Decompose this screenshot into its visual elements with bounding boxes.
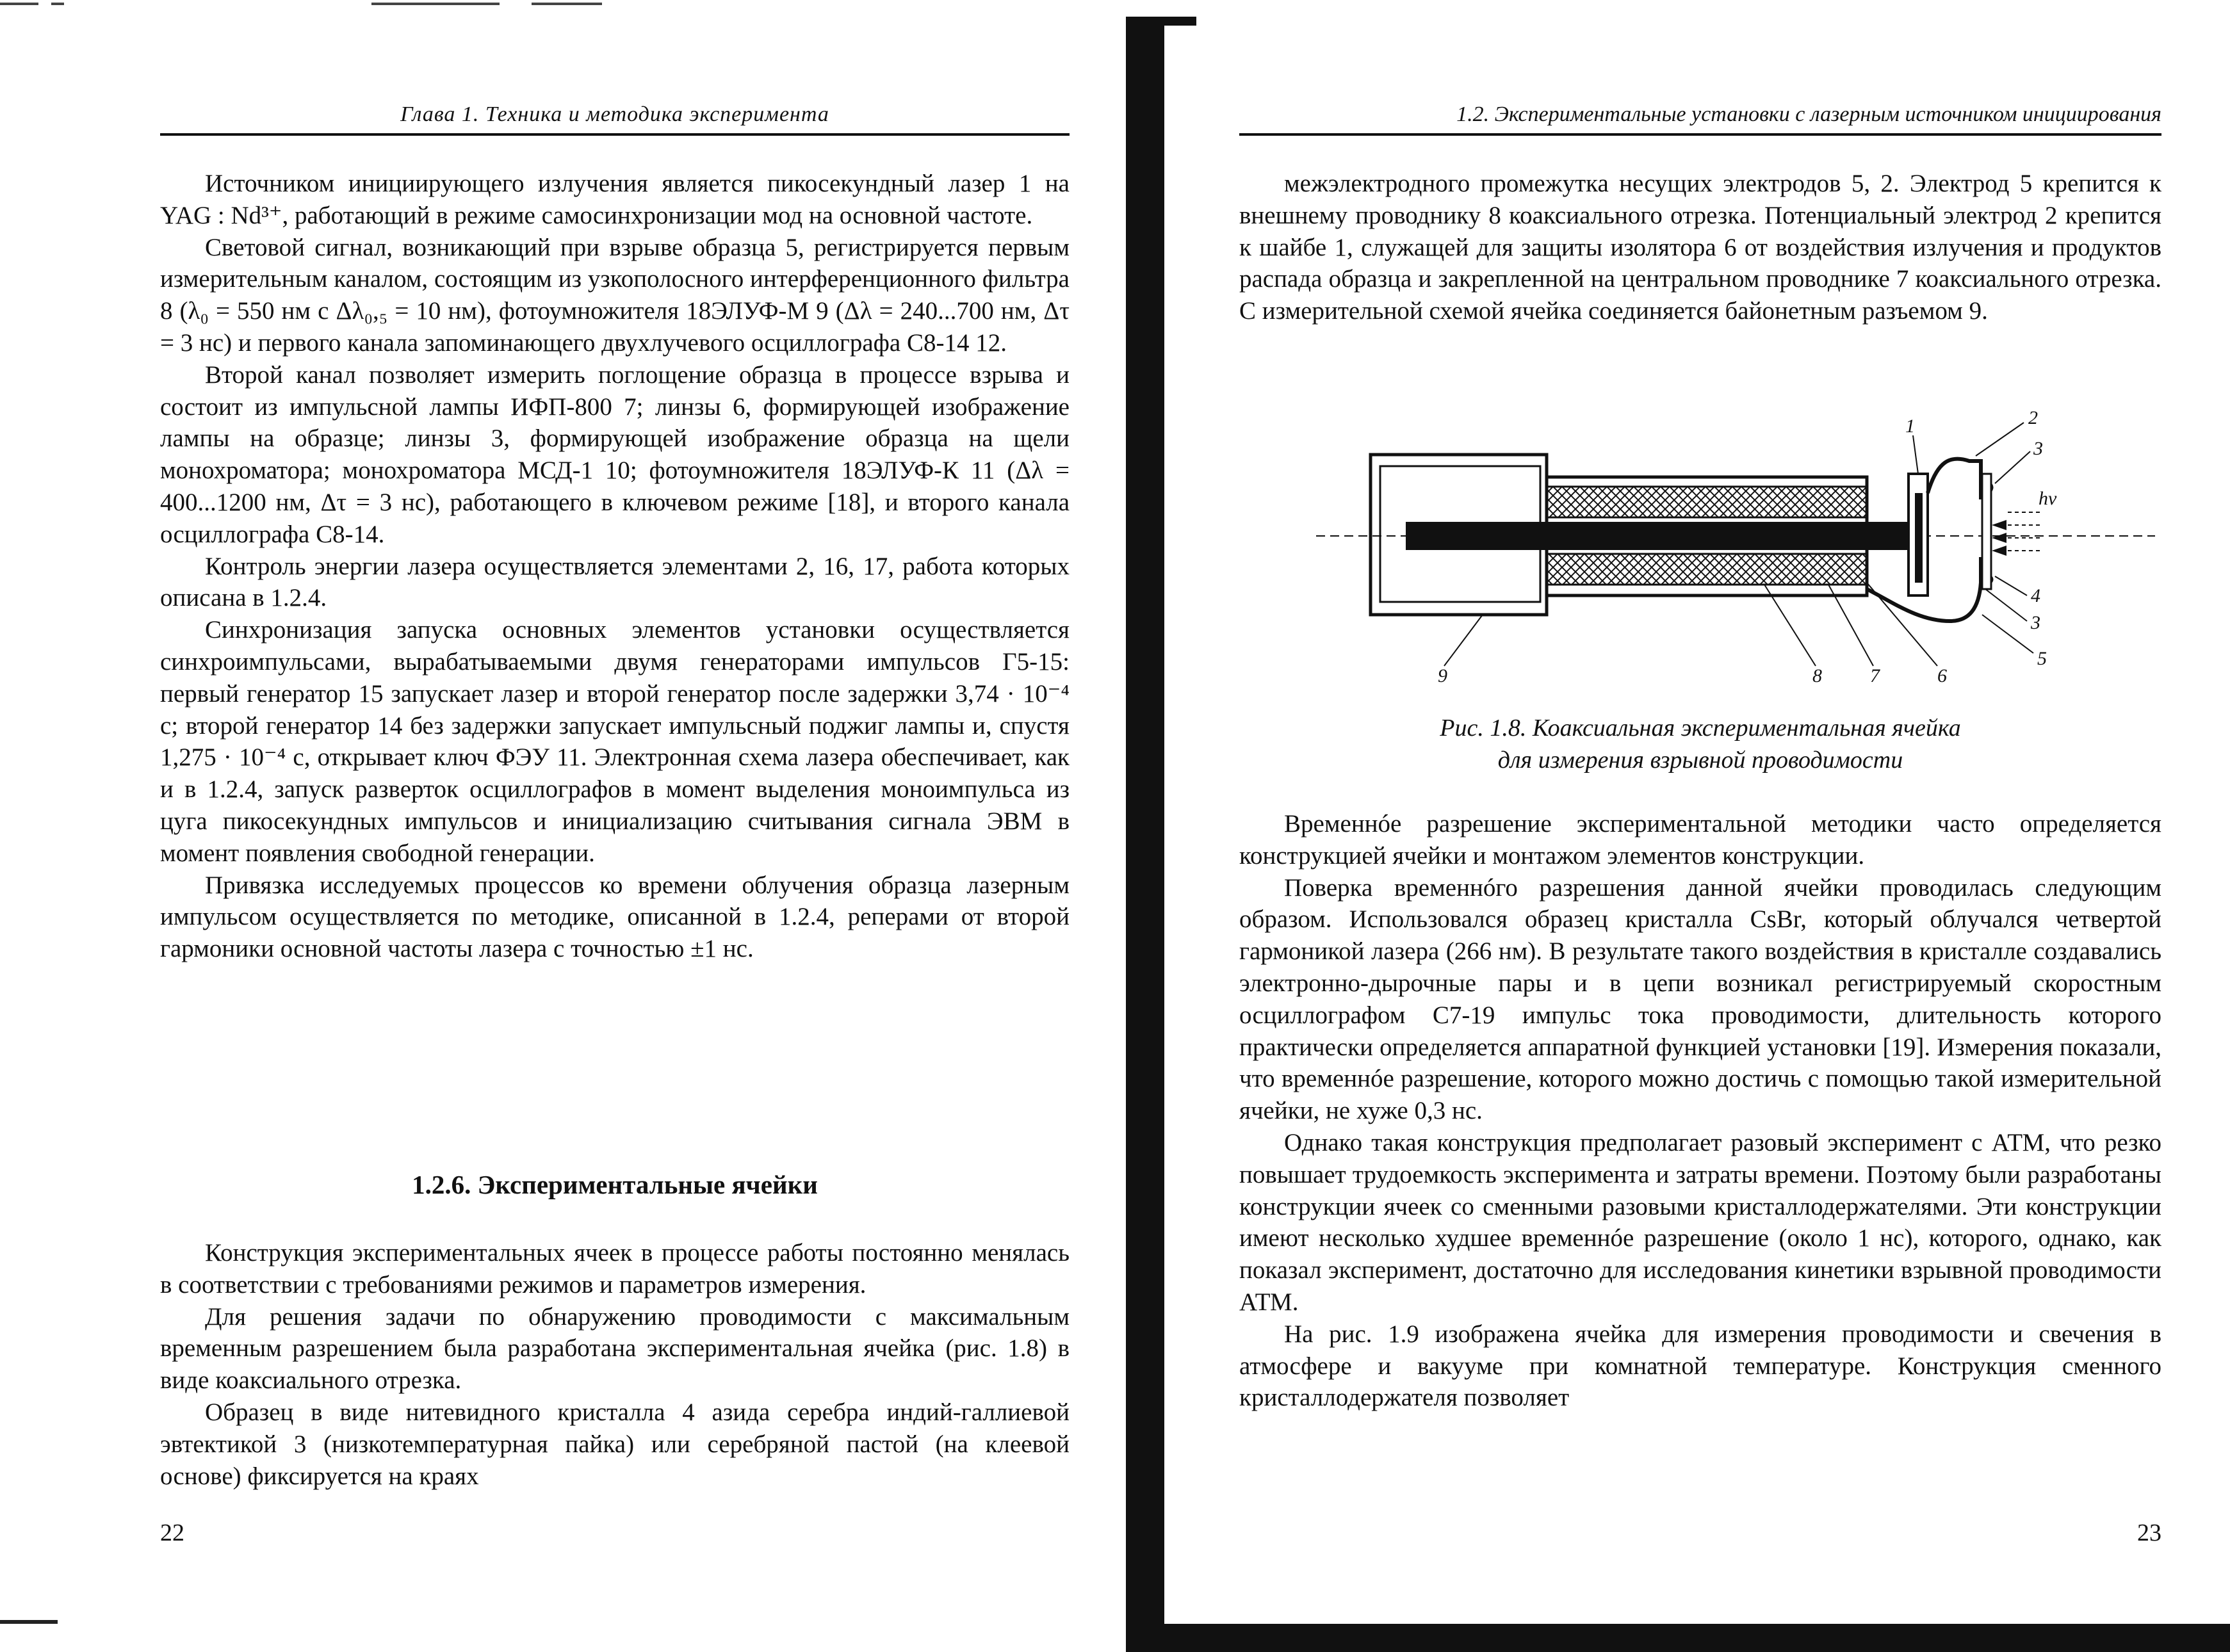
paragraph: Для решения задачи по обнаружению проводимости с максимальным временным разрешением была разработана экспериментальная ячейка (рис. 1.8) в виде коаксиального отрезка.: [160, 1302, 1070, 1395]
label-5: 5: [2037, 648, 2047, 669]
label-9: 9: [1438, 665, 1447, 686]
paragraph: Временнóе разрешение экспериментальной методики часто определяется конструкцией ячейки и монтажом элементов конструкции.: [1239, 810, 2161, 870]
right-body-top: [1239, 168, 2161, 327]
paragraph: межэлектродного промежутка несущих электродов 5, 2. Электрод 5 крепится к внешнему проводнику 8 коаксиального отрезка. Потенциальный электрод 2 крепится к шайбе 1, служащей для защиты изолятора 6 от воздействия излучения и продуктов распада образца и закрепленной на центральном проводнике 7 коаксиального отрезка. С измерительной схемой ячейка соединяется байонетным разъемом 9.: [1239, 170, 2161, 325]
caption-line: Рис. 1.8. Коаксиальная экспериментальная ячейка: [1440, 715, 1961, 741]
insulator-bottom: [1547, 554, 1867, 585]
page-number-left: 22: [160, 1519, 184, 1546]
sample-crystal: [1982, 474, 1991, 589]
paragraph: Однако такая конструкция предполагает разовый эксперимент с АТМ, что резко повышает трудоемкость эксперимента и затраты времени. Поэтому были разработаны конструкции ячеек со сменными разовыми кристаллодержателями. Эти конструкции имеют несколько худшее временнóе разрешение (около 1 нс), которого, однако, как показал эксперимент, достаточно для исследования кинетики взрывной проводимости АТМ.: [1239, 1128, 2161, 1316]
radiation-arrows: [1992, 512, 2040, 556]
left-body-top: [160, 168, 1070, 965]
right-body-after: [1239, 808, 2161, 1414]
label-1: 1: [1905, 416, 1915, 437]
paragraph: Второй канал позволяет измерить поглощение образца в процессе взрыва и состоит из импульсной лампы ИФП-800 7; линзы 6, формирующей изображение лампы на образце; линзы 3, формирующей изображение образца на щели монохроматора; монохроматора МСД-1 10; фотоумножителя 18ЭЛУФ-К 11 (Δλ = 400...1200 нм, Δτ = 3 нс), работающего в ключевом режиме [18], и второго канала осциллографа С8-14.: [160, 360, 1070, 548]
page-number-right: 23: [2137, 1519, 2161, 1546]
label-2: 2: [2028, 407, 2038, 428]
paragraph: Поверка временнóго разрешения данной ячейки проводилась следующим образом. Использовался образец кристалла CsBr, который облучался четвертой гармоникой лазера (266 нм). В результате такого воздействия в кристалле создавались электронно-дырочные пары и в цепи возникал регистрируемый скоростным осциллографом С7-19 импульс тока проводимости, длительность которого практически определяется аппаратной функцией установки [19]. Измерения показали, что временнóе разрешение, которого можно достичь с помощью такой измерительной ячейки, не хуже 0,3 нс.: [1239, 873, 2161, 1125]
spine-top-hook: [1126, 17, 1196, 26]
paragraph: Синхронизация запуска основных элементов установки осуществляется синхроимпульсами, вырабатываемыми двумя генераторами импульсов Г5-15: первый генератор 15 запускает лазер и второй генератор после задержки 3,74 · 10⁻⁴ с; второй генератор 14 без задержки запускает импульсный поджиг лампы и, спустя 1,275 · 10⁻⁴ с, открывает ключ ФЭУ 11. Электронная схема лазера обеспечивает, как и в 1.2.4, запуск разверток осциллографов в момент выделения моноимпульса из цуга пикосекундных импульсов и инициализацию считывания сигнала ЭВМ в момент появления свободной генерации.: [160, 616, 1070, 867]
right-page: [1239, 0, 2161, 1652]
left-body-after: [160, 1237, 1070, 1492]
paragraph: На рис. 1.9 изображена ячейка для измерения проводимости и свечения в атмосфере и вакууме при комнатной температуре. Конструкция сменного кристаллодержателя позволяет: [1239, 1320, 2161, 1412]
washer-core: [1915, 493, 1923, 583]
paragraph: Образец в виде нитевидного кристалла 4 азида серебра индий-галлиевой эвтектикой 3 (низкотемпературная пайка) или серебряной пастой (на клеевой основе) фиксируется на краях: [160, 1398, 1070, 1490]
left-page: [160, 0, 1070, 1652]
running-head-right: 1.2. Экспериментальные установки с лазерным источником инициирования: [1239, 102, 2161, 136]
central-conductor: [1406, 522, 1909, 550]
label-3-top: 3: [2033, 438, 2043, 459]
coaxial-cell-diagram: [1239, 397, 2161, 704]
label-8: 8: [1812, 665, 1822, 686]
insulator-top: [1547, 487, 1867, 517]
paragraph: Световой сигнал, возникающий при взрыве образца 5, регистрируется первым измерительным каналом, состоящим из узкополосного интерференционного фильтра 8 (λ₀ = 550 нм с Δλ₀,₅ = 10 нм), фотоумножителя 18ЭЛУФ-М 9 (Δλ = 240...700 нм, Δτ = 3 нс) и первого канала запоминающего двухлучевого осциллографа С8-14 12.: [160, 233, 1070, 357]
paragraph: Контроль энергии лазера осуществляется элементами 2, 16, 17, работа которых описана в 1.2.4.: [160, 552, 1070, 612]
figure-coaxial-cell: [1239, 397, 2161, 704]
paragraph: Источником инициирующего излучения является пикосекундный лазер 1 на YAG : Nd³⁺, работающий в режиме самосинхронизации мод на основной частоте.: [160, 170, 1070, 229]
label-3-bottom: 3: [2031, 612, 2040, 633]
section-heading: 1.2.6. Экспериментальные ячейки: [412, 1170, 818, 1199]
caption-line: для измерения взрывной проводимости: [1497, 747, 1903, 773]
figure-caption: [1239, 712, 2161, 776]
book-spine-shadow: [1126, 17, 1164, 1652]
left-bottom-mark: [0, 1620, 58, 1624]
paragraph: Привязка исследуемых процессов ко времени облучения образца лазерным импульсом осуществляется по методике, описанной в 1.2.4, реперами от второй гармоники основной частоты лазера с точностью ±1 нс.: [160, 871, 1070, 963]
paragraph: Конструкция экспериментальных ячеек в процессе работы постоянно менялась в соответствии с требованиями режимов и параметров измерения.: [160, 1239, 1070, 1299]
label-7: 7: [1870, 665, 1880, 686]
label-6: 6: [1937, 665, 1947, 686]
label-4: 4: [2031, 585, 2040, 606]
electrode-upper: [1928, 459, 1981, 499]
label-hv: hν: [2039, 488, 2057, 509]
running-head-left: Глава 1. Техника и методика эксперимента: [160, 102, 1070, 136]
